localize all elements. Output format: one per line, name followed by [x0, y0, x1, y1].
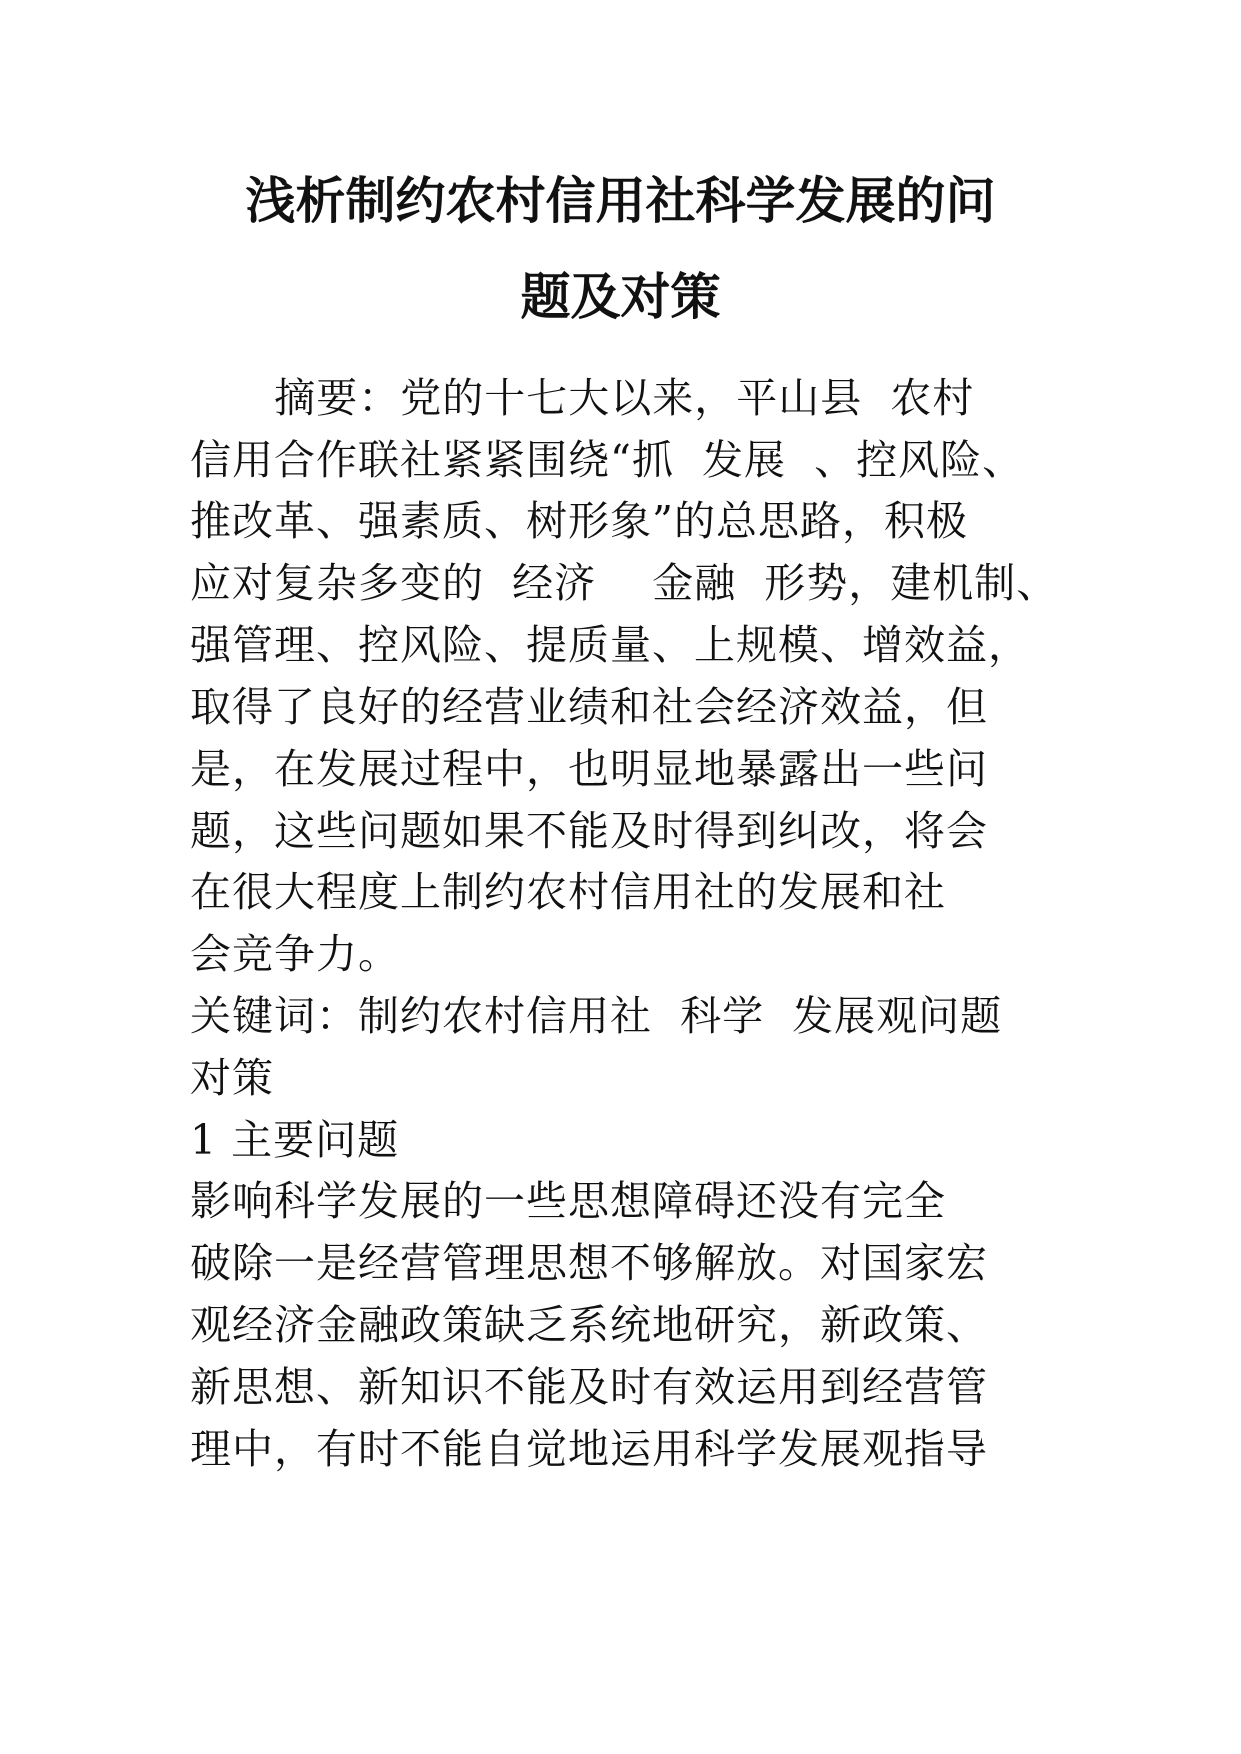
keywords-line-1: 关键词：制约农村信用社 科学 发展观问题: [190, 992, 1003, 1040]
body-line-2: 破除一是经营管理思想不够解放。对国家宏: [190, 1239, 988, 1287]
abstract-line-5: 强管理、控风险、提质量、上规模、增效益，: [190, 621, 1030, 669]
abstract-line-9: 在很大程度上制约农村信用社的发展和社: [190, 868, 946, 916]
abstract-line-2: 信用合作联社紧紧围绕“抓 发展 、控风险、: [190, 436, 1025, 484]
body-line-3: 观经济金融政策缺乏系统地研究，新政策、: [190, 1301, 988, 1349]
abstract-line-10: 会竞争力。: [190, 930, 400, 978]
abstract-line-7: 是，在发展过程中，也明显地暴露出一些问: [190, 745, 988, 793]
body-line-1: 影响科学发展的一些思想障碍还没有完全: [190, 1177, 946, 1225]
section-heading: 1 主要问题: [190, 1116, 400, 1164]
abstract-line-6: 取得了良好的经营业绩和社会经济效益，但: [190, 683, 988, 731]
abstract-line-4: 应对复杂多变的 经济 金融 形势，建机制、: [190, 559, 1059, 607]
abstract-line-1: 摘要：党的十七大以来，平山县 农村: [190, 374, 975, 422]
document-title-line-2: 题及对策: [520, 268, 721, 326]
body-line-4: 新思想、新知识不能及时有效运用到经营管: [190, 1363, 988, 1411]
abstract-line-8: 题，这些问题如果不能及时得到纠改，将会: [190, 807, 988, 855]
document-title-line-1: 浅析制约农村信用社科学发展的问: [245, 172, 996, 230]
keywords-line-2: 对策: [190, 1054, 274, 1102]
abstract-line-3: 推改革、强素质、树形象”的总思路，积极: [190, 497, 968, 545]
body-line-5: 理中，有时不能自觉地运用科学发展观指导: [190, 1425, 988, 1473]
